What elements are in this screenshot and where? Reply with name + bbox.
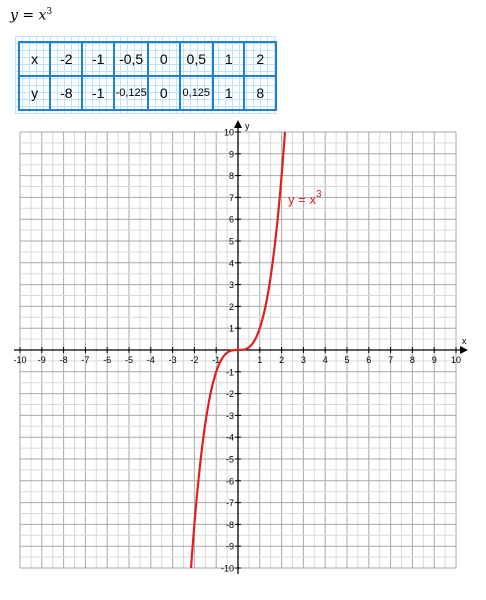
x-tick-label: 7 — [388, 355, 394, 365]
y-tick-label: -6 — [225, 476, 234, 487]
y-tick-label: 6 — [228, 214, 234, 225]
table-cell: -2 — [50, 42, 82, 76]
table-cell: 8 — [244, 76, 276, 110]
chart-axes — [14, 120, 468, 574]
table-cell: -0,125 — [114, 76, 148, 110]
table-row-x — [19, 42, 276, 76]
y-tick-label: 8 — [228, 171, 234, 182]
y-tick-label: 7 — [228, 192, 234, 203]
row-header-x: x — [19, 42, 50, 76]
y-tick-label: -1 — [225, 367, 234, 378]
table-cell: 0 — [148, 76, 179, 110]
table-cell: 1 — [213, 42, 244, 76]
x-tick-label: -9 — [37, 355, 46, 365]
formula-base: y = x — [10, 7, 47, 24]
y-tick-label: 10 — [223, 127, 234, 138]
y-axis-label: y — [245, 121, 250, 131]
y-tick-label: -8 — [225, 519, 234, 530]
table-cell: 0,5 — [180, 42, 214, 76]
x-tick-label: 6 — [366, 355, 372, 365]
curve-label-base: y = x — [288, 191, 316, 207]
x-tick-label: -1 — [212, 355, 221, 365]
row-header-y: y — [19, 76, 50, 110]
table-cell: -8 — [50, 76, 82, 110]
y-tick-label: -5 — [225, 454, 234, 465]
table-cell: -1 — [82, 42, 114, 76]
x-tick-label: 1 — [257, 355, 263, 365]
cubic-function-chart — [0, 120, 486, 595]
y-axis-arrow-icon — [234, 120, 242, 128]
x-tick-label: -6 — [103, 355, 112, 365]
y-tick-label: -10 — [220, 563, 234, 574]
formula-exponent: 3 — [46, 7, 53, 17]
y-tick-label: 1 — [228, 323, 234, 334]
x-tick-label: 10 — [450, 355, 462, 365]
curve-label — [288, 189, 322, 207]
table-cell: 0 — [148, 42, 179, 76]
y-tick-label: -7 — [225, 498, 234, 509]
x-tick-label: 8 — [409, 355, 415, 365]
table-row-y — [19, 76, 276, 110]
y-tick-label: -3 — [225, 410, 234, 421]
y-tick-label: 9 — [228, 149, 234, 160]
x-tick-label: 4 — [322, 355, 328, 365]
table-cell: 2 — [244, 42, 276, 76]
y-tick-label: -9 — [225, 541, 234, 552]
value-table-panel — [15, 36, 277, 114]
x-axis-label: x — [462, 336, 467, 346]
y-tick-label: 4 — [228, 258, 234, 269]
y-tick-label: 3 — [228, 280, 234, 291]
x-tick-label: -4 — [146, 355, 155, 365]
x-tick-label: 2 — [279, 355, 285, 365]
table-cell: -0,5 — [114, 42, 148, 76]
x-axis-arrow-icon — [460, 346, 468, 354]
formula-title — [10, 7, 52, 24]
table-cell: 1 — [213, 76, 244, 110]
y-tick-label: 5 — [228, 236, 234, 247]
x-tick-label: 5 — [344, 355, 350, 365]
x-tick-label: 3 — [300, 355, 306, 365]
x-tick-label: 9 — [431, 355, 437, 365]
y-tick-label: -2 — [225, 389, 234, 400]
value-table — [18, 41, 277, 111]
table-cell: 0,125 — [180, 76, 214, 110]
curve-label-exponent: 3 — [315, 188, 322, 200]
y-tick-label: 2 — [228, 301, 234, 312]
x-tick-label: -3 — [168, 355, 177, 365]
x-tick-label: -8 — [59, 355, 68, 365]
x-tick-label: -7 — [81, 355, 90, 365]
y-tick-label: -4 — [225, 432, 234, 443]
x-tick-label: -5 — [124, 355, 134, 365]
table-cell: -1 — [82, 76, 114, 110]
x-tick-label: -10 — [13, 355, 27, 365]
x-tick-label: -2 — [190, 355, 199, 365]
